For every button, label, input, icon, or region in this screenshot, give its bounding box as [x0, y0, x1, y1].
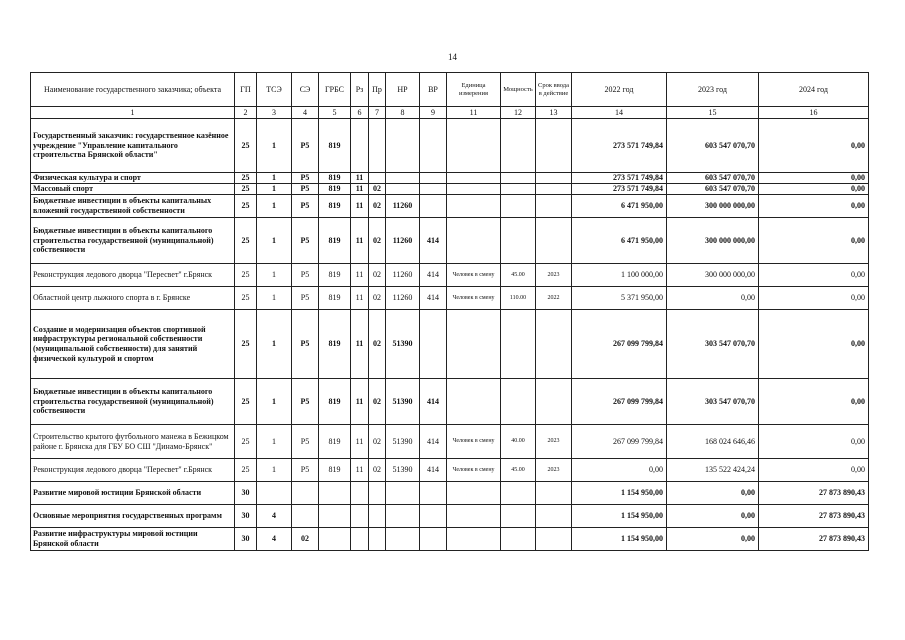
- column-number: 5: [319, 107, 351, 119]
- cell-pr: 02: [369, 459, 386, 482]
- cell-power: 45.00: [501, 264, 536, 287]
- column-number: 14: [572, 107, 667, 119]
- cell-vr: [420, 195, 447, 218]
- cell-gp: 30: [235, 482, 257, 505]
- cell-pr: 02: [369, 264, 386, 287]
- header-cell: Пр: [369, 73, 386, 107]
- cell-rz: [351, 482, 369, 505]
- cell-tse: 1: [257, 425, 292, 459]
- cell-term: 2022: [536, 287, 572, 310]
- page-number: 14: [448, 52, 457, 62]
- cell-pr: [369, 119, 386, 173]
- cell-y2022: 273 571 749,84: [572, 184, 667, 195]
- cell-y2023: 0,00: [667, 482, 759, 505]
- cell-name: Строительство крытого футбольного манежа в Бежицком районе г. Брянска для ГБУ БО СШ "Динамо-Брянск": [31, 425, 235, 459]
- cell-grbs: [319, 505, 351, 528]
- cell-y2022: 267 099 799,84: [572, 310, 667, 379]
- cell-name: Бюджетные инвестиции в объекты капитального строительства государственной (муниципальной) собственности: [31, 379, 235, 425]
- cell-tse: 4: [257, 505, 292, 528]
- cell-rz: 11: [351, 379, 369, 425]
- cell-term: 2023: [536, 425, 572, 459]
- cell-nr: [386, 184, 420, 195]
- cell-rz: 11: [351, 287, 369, 310]
- cell-name: Развитие инфраструктуры мировой юстиции Брянской области: [31, 528, 235, 551]
- cell-se: Р5: [292, 119, 319, 173]
- cell-tse: 1: [257, 119, 292, 173]
- cell-vr: [420, 482, 447, 505]
- cell-unit: Человек в смену: [447, 287, 501, 310]
- header-cell: Мощность: [501, 73, 536, 107]
- table-row: [31, 173, 869, 184]
- table-row: [31, 184, 869, 195]
- cell-vr: 414: [420, 287, 447, 310]
- cell-term: [536, 184, 572, 195]
- cell-y2024: 0,00: [759, 459, 869, 482]
- cell-grbs: 819: [319, 310, 351, 379]
- cell-nr: [386, 505, 420, 528]
- cell-name: Реконструкция ледового дворца "Пересвет" г.Брянск: [31, 264, 235, 287]
- cell-grbs: 819: [319, 459, 351, 482]
- cell-rz: 11: [351, 459, 369, 482]
- cell-nr: 51390: [386, 379, 420, 425]
- cell-tse: 1: [257, 379, 292, 425]
- cell-y2024: 0,00: [759, 195, 869, 218]
- cell-term: [536, 528, 572, 551]
- cell-power: [501, 310, 536, 379]
- cell-y2022: 267 099 799,84: [572, 425, 667, 459]
- table-row: [31, 264, 869, 287]
- cell-gp: 25: [235, 287, 257, 310]
- cell-rz: [351, 528, 369, 551]
- cell-se: Р5: [292, 218, 319, 264]
- cell-y2022: 5 371 950,00: [572, 287, 667, 310]
- cell-unit: [447, 505, 501, 528]
- header-cell: СЭ: [292, 73, 319, 107]
- cell-y2022: 1 154 950,00: [572, 528, 667, 551]
- cell-gp: 30: [235, 528, 257, 551]
- cell-gp: 25: [235, 379, 257, 425]
- table-body: [31, 119, 869, 551]
- cell-y2024: 0,00: [759, 264, 869, 287]
- cell-y2023: 135 522 424,24: [667, 459, 759, 482]
- cell-term: [536, 379, 572, 425]
- cell-pr: [369, 528, 386, 551]
- cell-y2023: 0,00: [667, 287, 759, 310]
- cell-rz: 11: [351, 310, 369, 379]
- cell-vr: [420, 119, 447, 173]
- cell-name: Создание и модернизация объектов спортивной инфраструктуры региональной собственности (муниципальной собственности) для занятий физической культурой и спортом: [31, 310, 235, 379]
- cell-gp: 25: [235, 459, 257, 482]
- cell-nr: 11260: [386, 218, 420, 264]
- cell-term: [536, 505, 572, 528]
- cell-term: [536, 119, 572, 173]
- header-cell: НР: [386, 73, 420, 107]
- cell-unit: Человек в смену: [447, 264, 501, 287]
- cell-gp: 25: [235, 173, 257, 184]
- cell-nr: 11260: [386, 264, 420, 287]
- cell-name: Государственный заказчик: государственное казённое учреждение "Управление капитального строительства Брянской области": [31, 119, 235, 173]
- cell-power: [501, 528, 536, 551]
- cell-y2022: 273 571 749,84: [572, 119, 667, 173]
- cell-y2023: 603 547 070,70: [667, 173, 759, 184]
- column-number-row: [31, 107, 869, 119]
- cell-name: Областной центр лыжного спорта в г. Брянске: [31, 287, 235, 310]
- cell-unit: [447, 195, 501, 218]
- column-number: 4: [292, 107, 319, 119]
- cell-unit: [447, 218, 501, 264]
- cell-y2022: 273 571 749,84: [572, 173, 667, 184]
- cell-pr: [369, 505, 386, 528]
- cell-y2023: 303 547 070,70: [667, 379, 759, 425]
- cell-unit: [447, 310, 501, 379]
- cell-pr: [369, 482, 386, 505]
- cell-power: 40.00: [501, 425, 536, 459]
- cell-y2023: 0,00: [667, 528, 759, 551]
- cell-term: 2023: [536, 264, 572, 287]
- table-row: [31, 218, 869, 264]
- cell-nr: [386, 482, 420, 505]
- cell-pr: 02: [369, 195, 386, 218]
- cell-tse: 1: [257, 195, 292, 218]
- cell-power: [501, 379, 536, 425]
- column-number: 3: [257, 107, 292, 119]
- cell-y2023: 603 547 070,70: [667, 119, 759, 173]
- cell-se: Р5: [292, 264, 319, 287]
- cell-name: Бюджетные инвестиции в объекты капитального строительства государственной (муниципальной) собственности: [31, 218, 235, 264]
- cell-power: [501, 173, 536, 184]
- cell-se: [292, 482, 319, 505]
- cell-rz: 11: [351, 184, 369, 195]
- cell-tse: 1: [257, 459, 292, 482]
- cell-y2022: 1 154 950,00: [572, 505, 667, 528]
- cell-vr: 414: [420, 459, 447, 482]
- cell-power: [501, 505, 536, 528]
- cell-y2022: 1 100 000,00: [572, 264, 667, 287]
- cell-y2024: 0,00: [759, 173, 869, 184]
- header-cell: ВР: [420, 73, 447, 107]
- cell-tse: [257, 482, 292, 505]
- cell-unit: [447, 379, 501, 425]
- cell-power: [501, 218, 536, 264]
- cell-vr: [420, 528, 447, 551]
- table-row: [31, 119, 869, 173]
- cell-y2024: 0,00: [759, 184, 869, 195]
- column-number: 12: [501, 107, 536, 119]
- cell-vr: 414: [420, 264, 447, 287]
- cell-name: Физическая культура и спорт: [31, 173, 235, 184]
- cell-se: Р5: [292, 310, 319, 379]
- table-row: [31, 195, 869, 218]
- cell-rz: 11: [351, 195, 369, 218]
- cell-power: [501, 195, 536, 218]
- cell-grbs: 819: [319, 195, 351, 218]
- header-cell: Наименование государственного заказчика; объекта: [31, 73, 235, 107]
- cell-grbs: 819: [319, 425, 351, 459]
- cell-power: 110.00: [501, 287, 536, 310]
- cell-pr: 02: [369, 287, 386, 310]
- cell-term: [536, 310, 572, 379]
- cell-rz: 11: [351, 173, 369, 184]
- cell-y2022: 6 471 950,00: [572, 218, 667, 264]
- header-cell: Единица измерения: [447, 73, 501, 107]
- cell-se: Р5: [292, 459, 319, 482]
- cell-se: Р5: [292, 287, 319, 310]
- table-row: [31, 482, 869, 505]
- cell-y2024: 0,00: [759, 287, 869, 310]
- cell-unit: [447, 173, 501, 184]
- cell-y2023: 300 000 000,00: [667, 218, 759, 264]
- cell-grbs: 819: [319, 173, 351, 184]
- cell-tse: 1: [257, 287, 292, 310]
- cell-rz: 11: [351, 425, 369, 459]
- cell-gp: 25: [235, 310, 257, 379]
- column-number: 8: [386, 107, 420, 119]
- header-row: [31, 73, 869, 107]
- column-number: 15: [667, 107, 759, 119]
- cell-unit: Человек в смену: [447, 425, 501, 459]
- cell-nr: 11260: [386, 195, 420, 218]
- table-row: [31, 310, 869, 379]
- cell-nr: 51390: [386, 425, 420, 459]
- cell-y2024: 0,00: [759, 310, 869, 379]
- cell-power: 45.00: [501, 459, 536, 482]
- cell-y2024: 0,00: [759, 218, 869, 264]
- table-row: [31, 528, 869, 551]
- cell-name: Массовый спорт: [31, 184, 235, 195]
- header-cell: 2022 год: [572, 73, 667, 107]
- header-cell: Срок ввода в действие: [536, 73, 572, 107]
- cell-name: Реконструкция ледового дворца "Пересвет" г.Брянск: [31, 459, 235, 482]
- cell-tse: 1: [257, 184, 292, 195]
- column-number: 1: [31, 107, 235, 119]
- cell-power: [501, 482, 536, 505]
- column-number: 13: [536, 107, 572, 119]
- cell-grbs: 819: [319, 218, 351, 264]
- cell-tse: 1: [257, 310, 292, 379]
- cell-term: [536, 195, 572, 218]
- cell-y2023: 0,00: [667, 505, 759, 528]
- cell-pr: 02: [369, 218, 386, 264]
- cell-term: [536, 218, 572, 264]
- table-row: [31, 379, 869, 425]
- cell-unit: [447, 528, 501, 551]
- column-number: 11: [447, 107, 501, 119]
- cell-y2024: 0,00: [759, 425, 869, 459]
- cell-name: Бюджетные инвестиции в объекты капитальных вложений государственной собственности: [31, 195, 235, 218]
- cell-y2022: 0,00: [572, 459, 667, 482]
- cell-y2024: 27 873 890,43: [759, 505, 869, 528]
- cell-y2022: 1 154 950,00: [572, 482, 667, 505]
- cell-nr: [386, 528, 420, 551]
- cell-pr: 02: [369, 184, 386, 195]
- cell-grbs: 819: [319, 119, 351, 173]
- cell-name: Основные мероприятия государственных программ: [31, 505, 235, 528]
- cell-power: [501, 119, 536, 173]
- cell-unit: [447, 184, 501, 195]
- cell-vr: [420, 173, 447, 184]
- header-cell: ТСЭ: [257, 73, 292, 107]
- cell-pr: 02: [369, 379, 386, 425]
- cell-nr: 51390: [386, 459, 420, 482]
- cell-pr: 02: [369, 425, 386, 459]
- cell-rz: 11: [351, 218, 369, 264]
- column-number: 6: [351, 107, 369, 119]
- cell-grbs: 819: [319, 184, 351, 195]
- cell-rz: [351, 505, 369, 528]
- cell-vr: [420, 184, 447, 195]
- cell-pr: [369, 173, 386, 184]
- cell-y2023: 303 547 070,70: [667, 310, 759, 379]
- cell-vr: 414: [420, 218, 447, 264]
- cell-vr: 414: [420, 425, 447, 459]
- cell-vr: [420, 310, 447, 379]
- cell-grbs: 819: [319, 379, 351, 425]
- cell-grbs: 819: [319, 264, 351, 287]
- cell-se: Р5: [292, 425, 319, 459]
- cell-term: 2023: [536, 459, 572, 482]
- cell-nr: [386, 119, 420, 173]
- cell-y2023: 300 000 000,00: [667, 195, 759, 218]
- budget-table: [30, 72, 869, 551]
- cell-y2024: 27 873 890,43: [759, 482, 869, 505]
- cell-rz: [351, 119, 369, 173]
- cell-gp: 25: [235, 195, 257, 218]
- header-cell: 2024 год: [759, 73, 869, 107]
- cell-gp: 25: [235, 119, 257, 173]
- cell-y2024: 0,00: [759, 379, 869, 425]
- cell-unit: Человек в смену: [447, 459, 501, 482]
- cell-nr: 51390: [386, 310, 420, 379]
- cell-y2022: 267 099 799,84: [572, 379, 667, 425]
- cell-tse: 1: [257, 218, 292, 264]
- cell-grbs: [319, 482, 351, 505]
- cell-unit: [447, 482, 501, 505]
- cell-power: [501, 184, 536, 195]
- cell-se: [292, 505, 319, 528]
- column-number: 7: [369, 107, 386, 119]
- cell-grbs: [319, 528, 351, 551]
- header-cell: ГРБС: [319, 73, 351, 107]
- cell-y2023: 300 000 000,00: [667, 264, 759, 287]
- cell-tse: 4: [257, 528, 292, 551]
- cell-nr: [386, 173, 420, 184]
- cell-y2024: 0,00: [759, 119, 869, 173]
- cell-term: [536, 173, 572, 184]
- header-cell: ГП: [235, 73, 257, 107]
- header-cell: Рз: [351, 73, 369, 107]
- cell-gp: 25: [235, 425, 257, 459]
- cell-gp: 25: [235, 218, 257, 264]
- cell-se: 02: [292, 528, 319, 551]
- cell-rz: 11: [351, 264, 369, 287]
- cell-y2023: 168 024 646,46: [667, 425, 759, 459]
- cell-tse: 1: [257, 264, 292, 287]
- table-row: [31, 459, 869, 482]
- table-row: [31, 505, 869, 528]
- cell-vr: 414: [420, 379, 447, 425]
- cell-y2022: 6 471 950,00: [572, 195, 667, 218]
- cell-y2024: 27 873 890,43: [759, 528, 869, 551]
- column-number: 9: [420, 107, 447, 119]
- cell-pr: 02: [369, 310, 386, 379]
- cell-se: Р5: [292, 184, 319, 195]
- cell-term: [536, 482, 572, 505]
- cell-grbs: 819: [319, 287, 351, 310]
- cell-vr: [420, 505, 447, 528]
- column-number: 2: [235, 107, 257, 119]
- header-cell: 2023 год: [667, 73, 759, 107]
- cell-unit: [447, 119, 501, 173]
- table-row: [31, 287, 869, 310]
- cell-nr: 11260: [386, 287, 420, 310]
- cell-gp: 30: [235, 505, 257, 528]
- cell-gp: 25: [235, 184, 257, 195]
- cell-y2023: 603 547 070,70: [667, 184, 759, 195]
- cell-name: Развитие мировой юстиции Брянской области: [31, 482, 235, 505]
- table-row: [31, 425, 869, 459]
- cell-se: Р5: [292, 379, 319, 425]
- cell-gp: 25: [235, 264, 257, 287]
- cell-se: Р5: [292, 195, 319, 218]
- cell-se: Р5: [292, 173, 319, 184]
- cell-tse: 1: [257, 173, 292, 184]
- column-number: 16: [759, 107, 869, 119]
